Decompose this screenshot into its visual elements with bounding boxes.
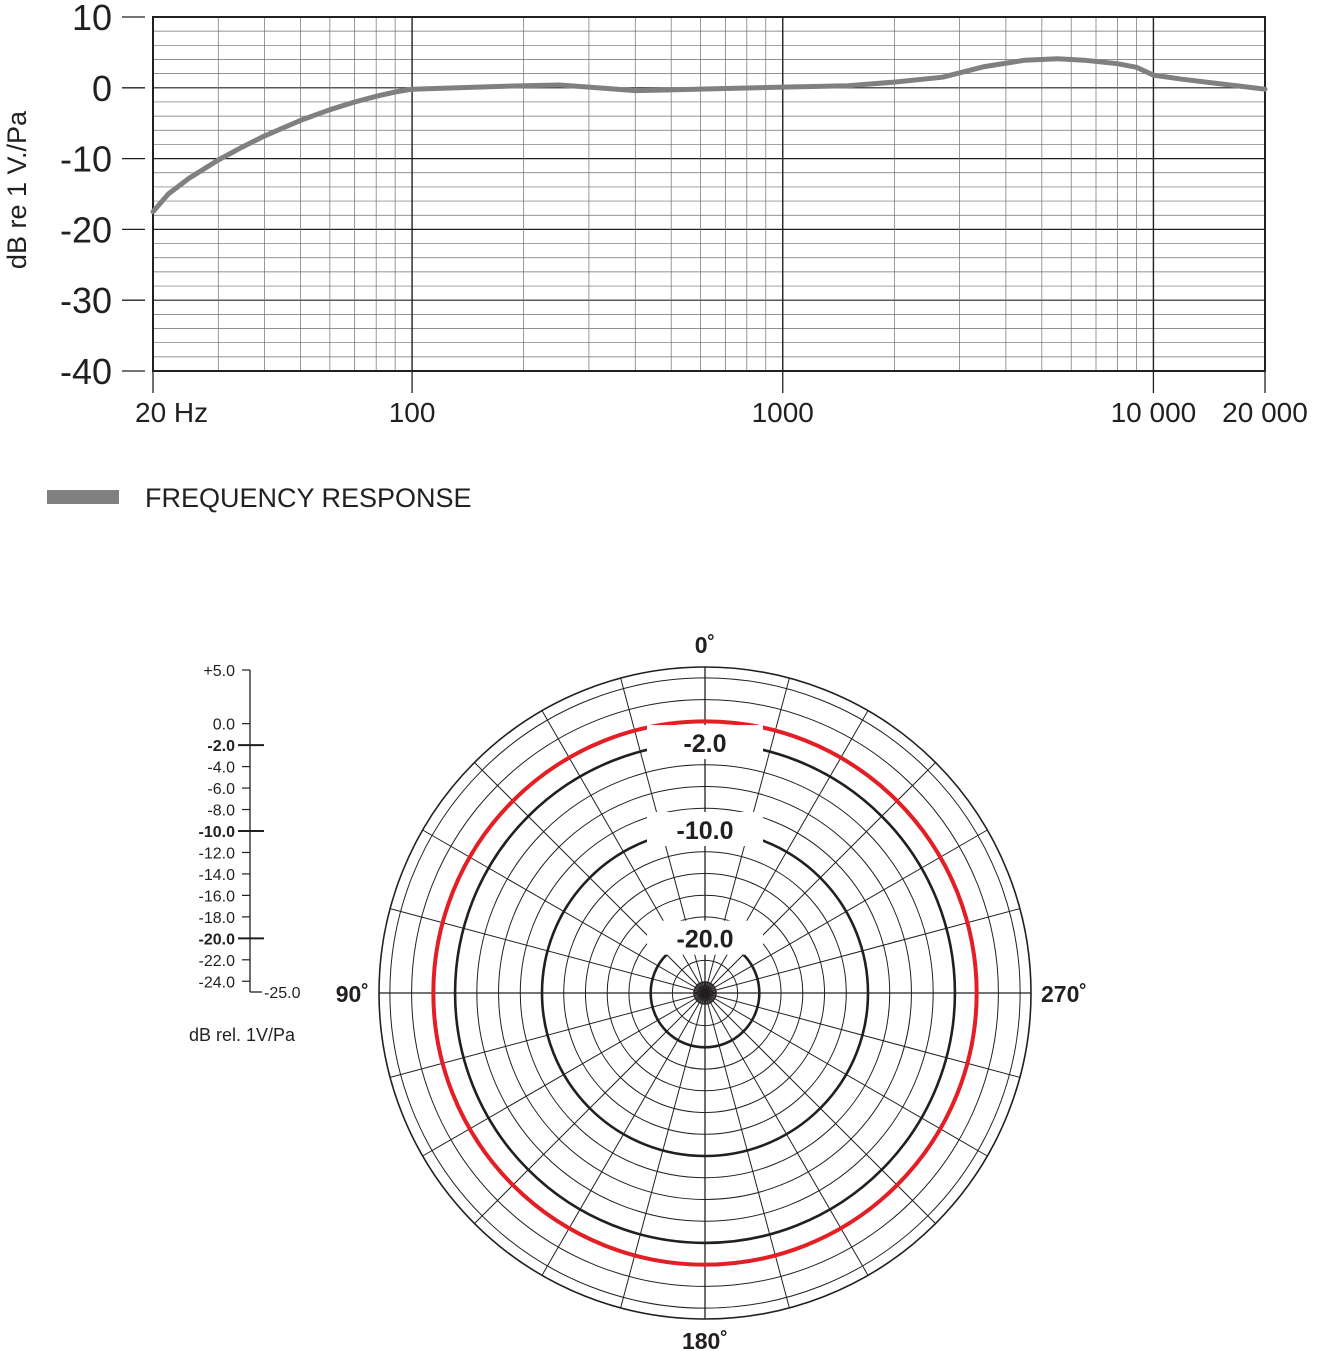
polar-scale-label: -20.0 [198, 931, 235, 949]
polar-ring-label: -20.0 [676, 925, 734, 954]
polar-scale-label: -24.0 [198, 974, 235, 992]
polar-scale-label: 0.0 [212, 716, 235, 734]
polar-db-scale [199, 663, 301, 1002]
polar-ring-label: -10.0 [676, 817, 734, 845]
polar-scale-label: -4.0 [207, 759, 235, 777]
fr-ytick-label: -40 [59, 351, 112, 392]
polar-angle-label: 270˚ [1041, 981, 1088, 1007]
polar-angle-label: 90˚ [335, 981, 369, 1007]
polar-grid [336, 632, 1087, 1351]
polar-scale-label: -8.0 [207, 802, 235, 820]
polar-scale-label: -14.0 [198, 866, 235, 884]
polar-scale-label: -18.0 [198, 909, 235, 927]
fr-xtick-label: 100 [388, 397, 436, 428]
fr-ytick-label: 10 [71, 0, 112, 38]
fr-xtick-label: 1000 [751, 397, 814, 428]
polar-angle-label: 0˚ [694, 632, 716, 658]
fr-ylabel: dB re 1 V./Pa [2, 110, 32, 270]
polar-scale-label: -6.0 [207, 781, 235, 799]
fr-ytick-label: -10 [59, 138, 112, 180]
legend-label: FREQUENCY RESPONSE [145, 483, 472, 513]
polar-scale-label: -10.0 [198, 824, 235, 841]
fr-ytick-label: -30 [59, 280, 112, 322]
polar-scale-label: -25.0 [264, 985, 301, 1002]
polar-scale-label: -22.0 [198, 952, 235, 970]
fr-xtick-label: 10 000 [1110, 397, 1197, 428]
polar-ring-label: -2.0 [683, 730, 727, 759]
fr-ytick-label: -20 [59, 209, 112, 251]
fr-xtick-label: 20 000 [1222, 397, 1308, 428]
fr-ytick-label: 0 [91, 67, 112, 109]
polar-scale-label: -16.0 [198, 888, 235, 906]
polar-scale-unit: dB rel. 1V/Pa [189, 1025, 296, 1045]
polar-scale-label: -12.0 [198, 845, 235, 863]
fr-xtick-label: 20 Hz [135, 397, 209, 428]
polar-scale-label: +5.0 [203, 663, 235, 680]
polar-scale-label: -2.0 [207, 738, 235, 756]
polar-angle-label: 180˚ [681, 1328, 729, 1351]
